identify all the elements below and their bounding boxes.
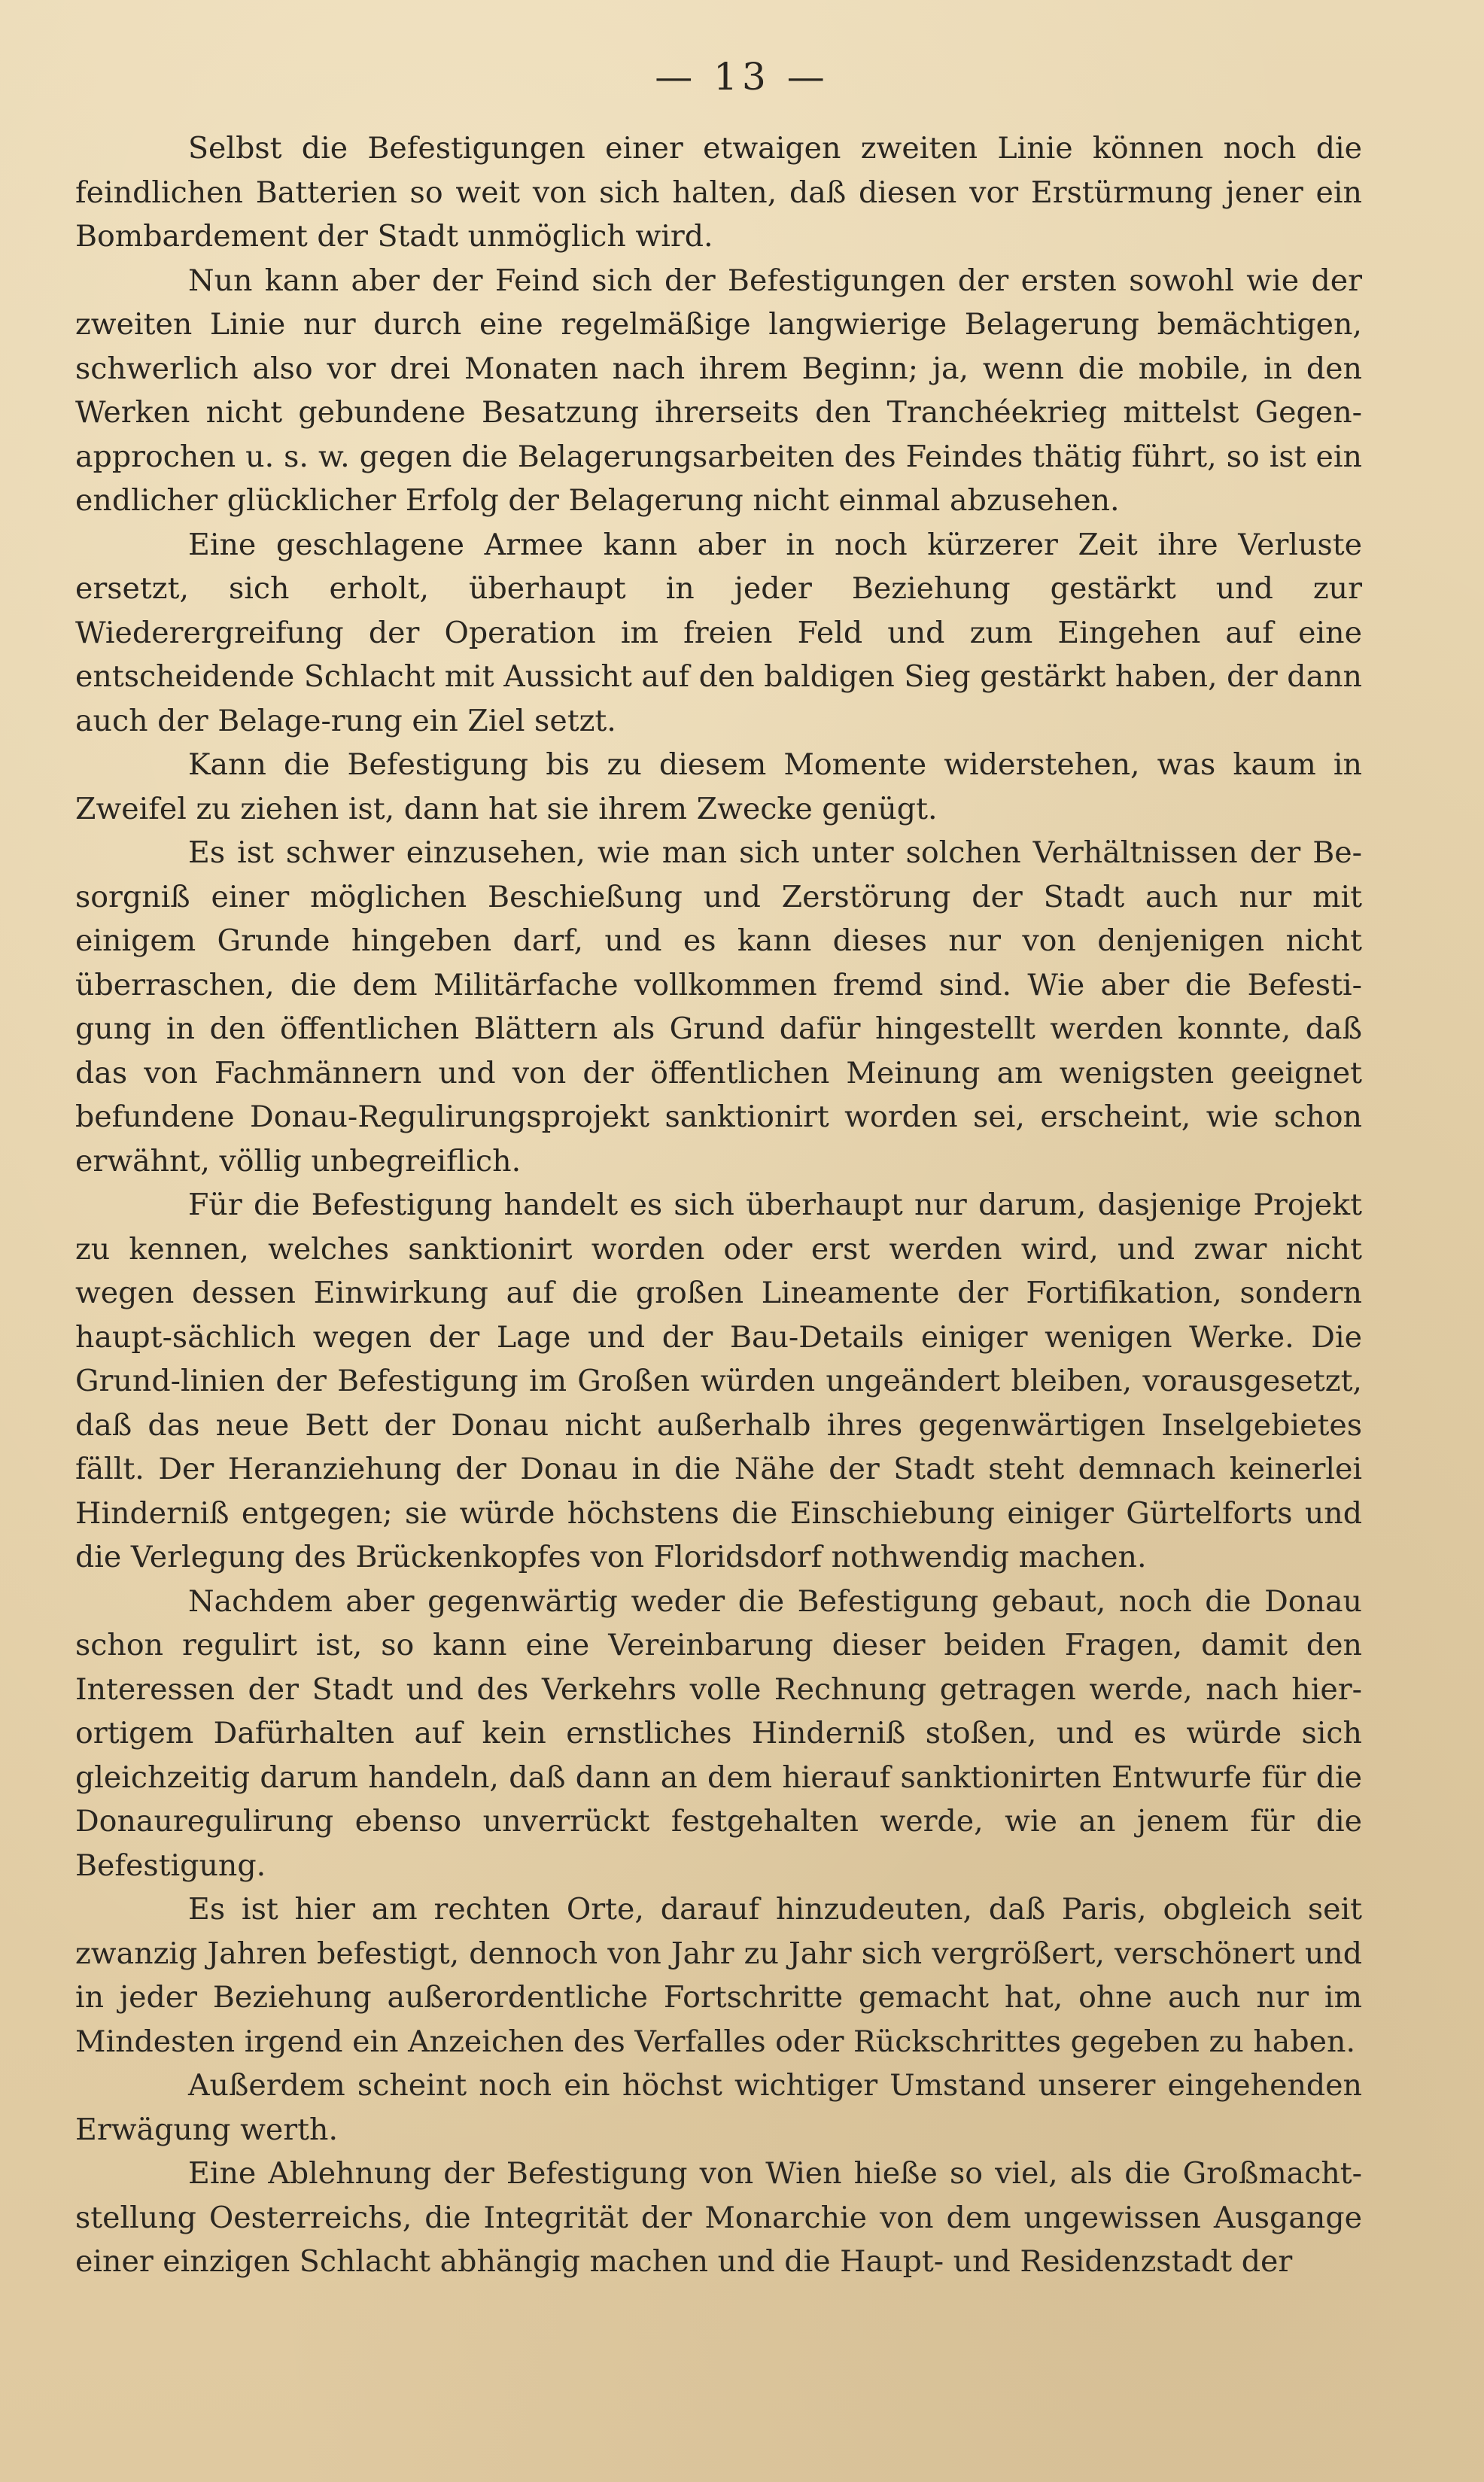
body-text: [75, 126, 1362, 2284]
page-number: — 13 —: [655, 55, 829, 99]
paragraph-5: Es ist schwer einzusehen, wie man sich unter solchen Verhältnissen der Be-sorgniß einer möglichen Beschießung und Zerstörung der Stadt auch nur mit einigem Grunde hingeben darf, und es kann dieses nur von denjenigen nicht überraschen, die dem Militärfache vollkommen fremd sind. Wie aber die Befesti-gung in den öffentlichen Blättern als Grund dafür hingestellt werden konnte, daß das von Fachmännern und von der öffentlichen Meinung am wenigsten geeignet befundene Donau-Regulirungsprojekt sanktionirt worden sei, erscheint, wie schon erwähnt, völlig unbegreiflich.: [75, 835, 1362, 1179]
paragraph-1: Selbst die Befestigungen einer etwaigen zweiten Linie können noch die feindlichen Batterien so weit von sich halten, daß diesen vor Erstürmung jener ein Bombardement der Stadt unmöglich wird.: [75, 131, 1362, 254]
paragraph-7: Nachdem aber gegenwärtig weder die Befestigung gebaut, noch die Donau schon regulirt ist, so kann eine Vereinbarung dieser beiden Fragen, damit den Interessen der Stadt und des Verkehrs volle Rechnung getragen werde, nach hier-ortigem Dafürhalten auf kein ernstliches Hinderniß stoßen, und es würde sich gleichzeitig darum handeln, daß dann an dem hierauf sanktionirten Entwurfe für die Donauregulirung ebenso unverrückt festgehalten werde, wie an jenem für die Befestigung.: [75, 1583, 1362, 1883]
paragraph-9: Außerdem scheint noch ein höchst wichtiger Umstand unserer eingehenden Erwägung werth.: [75, 2068, 1362, 2147]
paragraph-3: Eine geschlagene Armee kann aber in noch kürzerer Zeit ihre Verluste ersetzt, sich erholt, überhaupt in jeder Beziehung gestärkt und zur Wiederergreifung der Operation im freien Feld und zum Eingehen auf eine entscheidende Schlacht mit Aussicht auf den baldigen Sieg gestärkt haben, der dann auch der Belage-rung ein Ziel setzt.: [75, 527, 1362, 738]
paragraph-6: Für die Befestigung handelt es sich überhaupt nur darum, dasjenige Projekt zu kennen, welches sanktionirt worden oder erst werden wird, und zwar nicht wegen dessen Einwirkung auf die großen Lineamente der Fortifikation, sondern haupt-sächlich wegen der Lage und der Bau-Details einiger wenigen Werke. Die Grund-linien der Befestigung im Großen würden ungeändert bleiben, vorausgesetzt, daß das neue Bett der Donau nicht außerhalb ihres gegenwärtigen Inselgebietes fällt. Der Heranziehung der Donau in die Nähe der Stadt steht demnach keinerlei Hinderniß entgegen; sie würde höchstens die Einschiebung einiger Gürtelforts und die Verlegung des Brückenkopfes von Floridsdorf nothwendig machen.: [75, 1188, 1362, 1574]
paragraph-8: Es ist hier am rechten Orte, darauf hinzudeuten, daß Paris, obgleich seit zwanzig Jahren befestigt, dennoch von Jahr zu Jahr sich vergrößert, verschönert und in jeder Beziehung außerordentliche Fortschritte gemacht hat, ohne auch nur im Mindesten irgend ein Anzeichen des Verfalles oder Rückschrittes gegeben zu haben.: [75, 1892, 1362, 2059]
paragraph-4: Kann die Befestigung bis zu diesem Momente widerstehen, was kaum in Zweifel zu ziehen ist, dann hat sie ihrem Zwecke genügt.: [75, 747, 1362, 826]
paragraph-2: Nun kann aber der Feind sich der Befestigungen der ersten sowohl wie der zweiten Linie nur durch eine regelmäßige langwierige Belagerung bemächtigen, schwerlich also vor drei Monaten nach ihrem Beginn; ja, wenn die mobile, in den Werken nicht gebundene Besatzung ihrerseits den Tranchéekrieg mittelst Gegen-approchen u. s. w. gegen die Belagerungsarbeiten des Feindes thätig führt, so ist ein endlicher glücklicher Erfolg der Belagerung nicht einmal abzusehen.: [75, 263, 1362, 518]
paragraph-10: Eine Ablehnung der Befestigung von Wien hieße so viel, als die Großmacht-stellung Oesterreichs, die Integrität der Monarchie von dem ungewissen Ausgange einer einzigen Schlacht abhängig machen und die Haupt- und Residenzstadt der: [75, 2156, 1362, 2279]
